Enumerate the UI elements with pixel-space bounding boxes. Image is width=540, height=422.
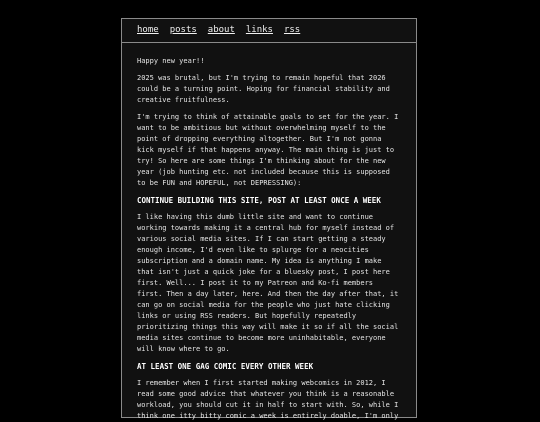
nav-link-home[interactable]: home — [137, 25, 159, 35]
section-body-comics: I remember when I first started making webcomics in 2012, I read some good advice that whatever you think is a reasonable workload, you should cut it in half to start with. So, while I think one itty bitty comic a week is entirely doable, I'm only — [137, 379, 399, 420]
top-nav — [122, 19, 416, 43]
post-content — [122, 43, 416, 422]
section-body-site: I like having this dumb little site and want to continue working towards making it a central hub for myself instead of various social media sites. If I can start getting a steady enough income, I'd even like to splurge for a neocities subscription and a domain name. My idea is anything I make that isn't just a quick joke for a bluesky post, I post here first. Well... I post it to my Patreon and Ko-fi members first. Then a day later, here. And then the day after that, it can go on social media for the people who just hate clicking links or using RSS readers. But hopefully repeatedly prioritizing things this way will make it so if all the social media sites continue to become more uninhabitable, everyone will know where to go. — [137, 213, 399, 353]
post-goals-intro: I'm trying to think of attainable goals to set for the year. I want to be ambitious but without overwhelming myself to the point of dropping everything altogether. But I'm not gonna kick myself if that happens anyway. The main thing is just to try! So here are some things I'm thinking about for the new year (job hunting etc. not included because this is supposed to be FUN and HOPEFUL, not DEPRESSING): — [137, 113, 399, 187]
nav-link-posts[interactable]: posts — [169, 25, 197, 35]
nav-link-about[interactable]: about — [207, 25, 235, 35]
section-heading-site: CONTINUE BUILDING THIS SITE, POST AT LEAST ONCE A WEEK — [137, 196, 381, 205]
section-heading-comics: AT LEAST ONE GAG COMIC EVERY OTHER WEEK — [137, 362, 314, 371]
post-greeting: Happy new year!! — [137, 57, 205, 65]
page-container — [121, 18, 417, 418]
nav-link-links[interactable]: links — [245, 25, 273, 35]
post-intro: 2025 was brutal, but I'm trying to remain hopeful that 2026 could be a turning point. Hoping for financial stability and creative fruitfulness. — [137, 74, 390, 104]
nav-link-rss[interactable]: rss — [283, 25, 301, 35]
